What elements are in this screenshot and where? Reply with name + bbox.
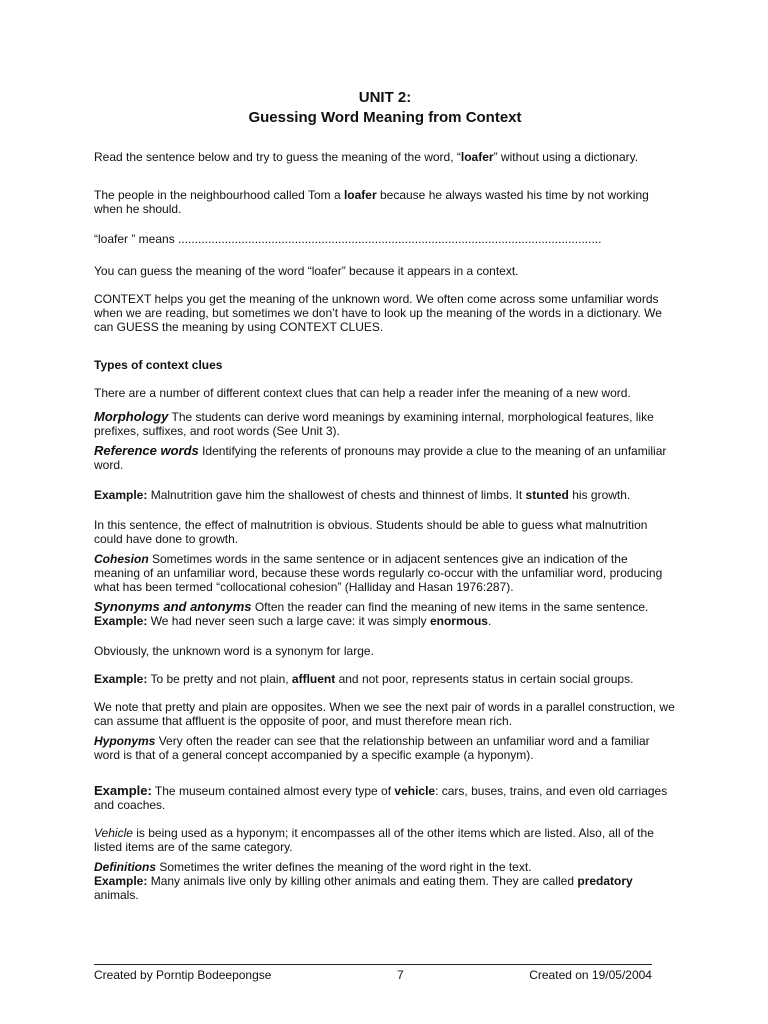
obviously-line: Obviously, the unknown word is a synonym for large.	[94, 644, 374, 658]
document-page	[94, 88, 676, 902]
morphology-term: Morphology	[94, 409, 169, 424]
intro-word: loafer	[460, 150, 494, 164]
reference-term: Reference words	[94, 443, 199, 458]
example-enormous: Example: We had never seen such a large cave: it was simply enormous.	[94, 614, 492, 628]
example-label: Example:	[94, 783, 152, 798]
example-affluent: Example: To be pretty and not plain, affluent and not poor, represents status in certain social groups.	[94, 672, 634, 686]
synonyms-clue: Synonyms and antonyms Often the reader can find the meaning of new items in the same sentence.	[94, 599, 649, 614]
example-stunted-note: In this sentence, the effect of malnutrition is obvious. Students should be able to guess what malnutrition could have done to growth.	[94, 518, 648, 546]
page-footer	[94, 964, 652, 982]
footer-author: Created by Porntip Bodeepongse	[94, 968, 272, 982]
page-title	[94, 88, 676, 128]
title-line1: UNIT 2:	[358, 89, 412, 106]
guess-line: You can guess the meaning of the word “loafer” because it appears in a context.	[94, 264, 519, 278]
types-intro: There are a number of different context clues that can help a reader infer the meaning of a new word.	[94, 386, 631, 400]
footer-page-number: 7	[397, 968, 404, 982]
intro-paragraph: Read the sentence below and try to guess the meaning of the word, “loafer” without using a dictionary.	[94, 150, 639, 164]
context-paragraph: CONTEXT helps you get the meaning of the unknown word. We often come across some unfamiliar words when we are reading, but sometimes we don’t have to look up the meaning of the words in a dictionary. We can GUESS the meaning by using CONTEXT CLUES.	[94, 292, 662, 334]
sample-word: loafer	[343, 188, 377, 202]
example-vehicle-note: Vehicle is being used as a hyponym; it encompasses all of the other items which are listed. Also, all of the listed items are of the same category.	[94, 826, 654, 854]
example-label: Example:	[94, 614, 148, 628]
types-heading: Types of context clues	[94, 358, 223, 372]
cohesion-term: Cohesion	[94, 552, 149, 566]
definitions-term: Definitions	[94, 860, 156, 874]
example-predatory: Example: Many animals live only by killing other animals and eating them. They are called predatory animals.	[94, 874, 633, 902]
means-line: “loafer ” means ...............................................................................................................................	[94, 232, 602, 246]
example-label: Example:	[94, 874, 148, 888]
example-label: Example:	[94, 672, 148, 686]
example-vehicle: Example: The museum contained almost every type of vehicle: cars, buses, trains, and even old carriages and coaches.	[94, 783, 668, 812]
hyponyms-clue: Hyponyms Very often the reader can see that the relationship between an unfamiliar word and a familiar word is that of a general concept accompanied by a specific example (a hyponym).	[94, 734, 650, 762]
example-affluent-note: We note that pretty and plain are opposites. When we see the next pair of words in a parallel construction, we can assume that affluent is the opposite of poor, and must therefore mean rich.	[94, 700, 675, 728]
sample-sentence: The people in the neighbourhood called Tom a loafer because he always wasted his time by not working when he should.	[94, 188, 649, 216]
cohesion-clue: Cohesion Sometimes words in the same sentence or in adjacent sentences give an indication of the meaning of an unfamiliar word, because these words regularly co-occur with the unfamiliar word, producing what has been termed “collocational cohesion” (Halliday and Hasan 1976:287).	[94, 552, 663, 594]
synonyms-term: Synonyms and antonyms	[94, 599, 252, 614]
example-stunted: Example: Malnutrition gave him the shallowest of chests and thinnest of limbs. It stunted his growth.	[94, 488, 631, 502]
hyponyms-term: Hyponyms	[94, 734, 156, 748]
example-label: Example:	[94, 488, 148, 502]
morphology-clue: Morphology The students can derive word meanings by examining internal, morphological features, like prefixes, suffixes, and root words (See Unit 3).	[94, 409, 654, 438]
definitions-clue: Definitions Sometimes the writer defines the meaning of the word right in the text.	[94, 860, 532, 874]
footer-date: Created on 19/05/2004	[529, 968, 652, 982]
title-line2: Guessing Word Meaning from Context	[248, 109, 522, 126]
reference-clue: Reference words Identifying the referents of pronouns may provide a clue to the meaning of an unfamiliar word.	[94, 443, 667, 472]
